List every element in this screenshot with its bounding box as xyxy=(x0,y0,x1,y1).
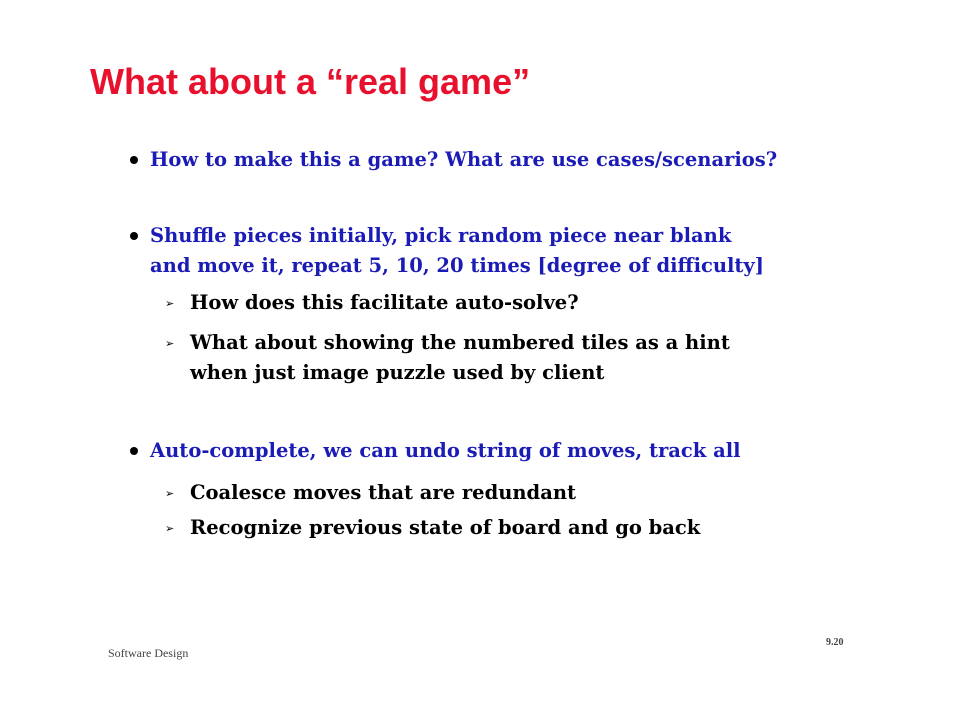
bullet-2-line-2: and move it, repeat 5, 10, 20 times [degree of difficulty] xyxy=(150,254,764,277)
bullet-2-line-1: Shuffle pieces initially, pick random piece near blank xyxy=(150,224,732,247)
bullet-2-sub-2 xyxy=(190,328,730,388)
footer-course-name: Software Design xyxy=(108,646,189,660)
slide-title: What about a “real game” xyxy=(90,61,531,102)
bullet-3-sub-1-line-1: Coalesce moves that are redundant xyxy=(190,481,577,504)
bullet-2-sub-2-line-1: What about showing the numbered tiles as a hint xyxy=(190,331,730,354)
right-arrowhead-icon: ➢ xyxy=(165,337,175,350)
bullet-dot xyxy=(130,447,138,455)
bullet-1 xyxy=(150,145,777,175)
bullet-3-sub-2-line-1: Recognize previous state of board and go back xyxy=(190,516,701,539)
bullet-2-sub-1 xyxy=(190,288,579,318)
bullet-dot xyxy=(130,232,138,240)
bullet-1-line-1: How to make this a game? What are use cases/scenarios? xyxy=(150,148,778,171)
bullet-3-sub-2 xyxy=(190,513,700,543)
right-arrowhead-icon: ➢ xyxy=(165,297,175,310)
bullet-dot xyxy=(130,156,138,164)
footer-page-number: 9.20 xyxy=(826,637,844,648)
right-arrowhead-icon: ➢ xyxy=(165,487,175,500)
bullet-3 xyxy=(150,436,741,466)
bullet-3-sub-1 xyxy=(190,478,576,508)
bullet-2-sub-2-line-2: when just image puzzle used by client xyxy=(190,361,605,384)
bullet-2 xyxy=(150,221,764,281)
right-arrowhead-icon: ➢ xyxy=(165,522,175,535)
bullet-3-line-1: Auto-complete, we can undo string of moves, track all xyxy=(150,439,741,462)
bullet-2-sub-1-line-1: How does this facilitate auto-solve? xyxy=(190,291,579,314)
